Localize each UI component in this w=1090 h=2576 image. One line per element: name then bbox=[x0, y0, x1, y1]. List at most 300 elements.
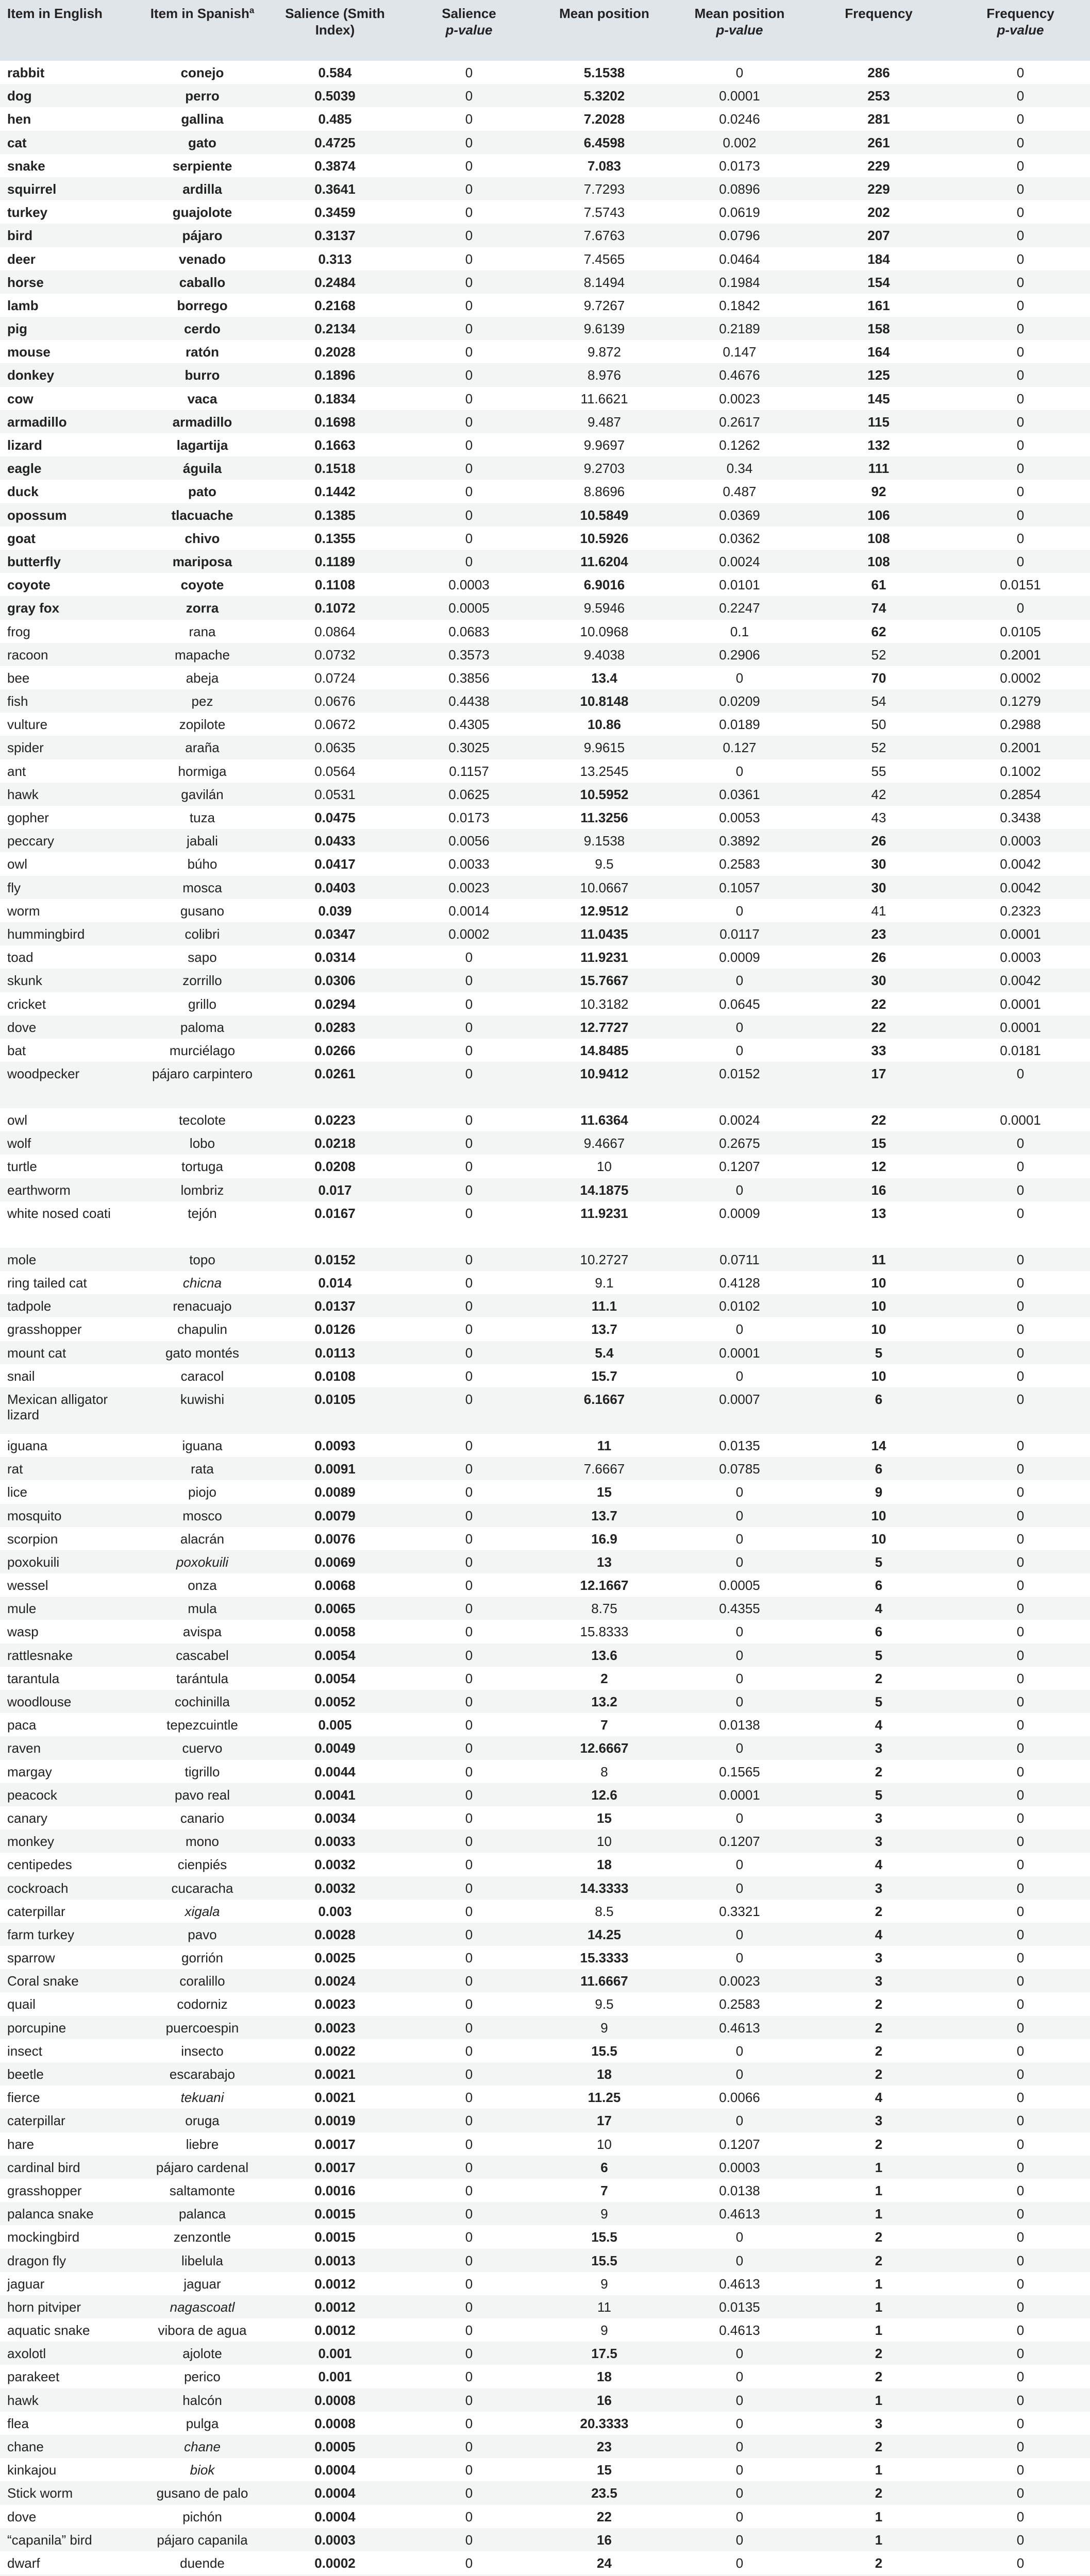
cell-frequency: 6 bbox=[875, 1461, 883, 1477]
cell-mean-position-pvalue: 0.0173 bbox=[719, 158, 760, 174]
cell-item-english: Mexican alligator lizard bbox=[7, 1391, 108, 1422]
cell-frequency: 10 bbox=[871, 1275, 886, 1291]
cell-salience-pvalue: 0.0625 bbox=[448, 786, 490, 802]
cell-salience-pvalue: 0 bbox=[465, 461, 473, 477]
table-row bbox=[0, 550, 1090, 573]
cell-item-english: armadillo bbox=[7, 414, 67, 430]
table-row bbox=[0, 1062, 1090, 1108]
cell-frequency: 14 bbox=[871, 1437, 886, 1453]
cell-frequency: 184 bbox=[867, 251, 890, 267]
cell-mean-position: 14.1875 bbox=[580, 1182, 629, 1198]
cell-salience-pvalue: 0 bbox=[465, 1857, 473, 1873]
cell-frequency-pvalue: 0 bbox=[1016, 2182, 1025, 2198]
cell-mean-position: 16.9 bbox=[591, 1531, 617, 1547]
cell-item-english: hawk bbox=[7, 2392, 39, 2408]
cell-item-english: horn pitviper bbox=[7, 2299, 81, 2315]
cell-item-spanish: mosca bbox=[182, 879, 222, 895]
cell-frequency: 108 bbox=[867, 553, 890, 569]
cell-salience-pvalue: 0 bbox=[465, 996, 473, 1012]
cell-frequency-pvalue: 0 bbox=[1016, 1926, 1025, 1942]
cell-salience: 0.0008 bbox=[314, 2392, 356, 2408]
cell-salience-pvalue: 0 bbox=[465, 2299, 473, 2315]
cell-salience-pvalue: 0 bbox=[465, 2415, 473, 2431]
cell-mean-position: 7.5743 bbox=[583, 205, 625, 221]
table-row bbox=[0, 1364, 1090, 1387]
cell-salience-pvalue: 0.4438 bbox=[448, 693, 490, 709]
cell-mean-position-pvalue: 0.0464 bbox=[719, 251, 760, 267]
cell-mean-position-pvalue: 0.0796 bbox=[719, 228, 760, 244]
cell-mean-position: 15.7667 bbox=[580, 973, 629, 989]
cell-salience-pvalue: 0 bbox=[465, 251, 473, 267]
cell-salience: 0.014 bbox=[318, 1275, 352, 1291]
cell-frequency-pvalue: 0.2001 bbox=[1000, 740, 1041, 756]
cell-item-spanish: caballo bbox=[179, 274, 226, 290]
cell-item-spanish: murciélago bbox=[169, 1042, 236, 1058]
cell-mean-position: 5.4 bbox=[595, 1345, 614, 1361]
cell-salience: 0.0003 bbox=[314, 2532, 356, 2548]
cell-frequency: 261 bbox=[867, 134, 890, 150]
cell-mean-position: 10.3182 bbox=[580, 996, 629, 1012]
cell-mean-position: 14.3333 bbox=[580, 1880, 629, 1896]
table-row bbox=[0, 1923, 1090, 1946]
cell-item-spanish: cochinilla bbox=[175, 1694, 230, 1709]
cell-salience: 0.0079 bbox=[314, 1507, 356, 1523]
cell-salience: 0.0015 bbox=[314, 2206, 356, 2222]
cell-mean-position: 11.6364 bbox=[580, 1112, 628, 1128]
cell-item-spanish: liebre bbox=[186, 2136, 219, 2152]
table-row bbox=[0, 154, 1090, 177]
cell-frequency: 30 bbox=[871, 856, 886, 872]
cell-item-english: ring tailed cat bbox=[7, 1275, 87, 1291]
cell-salience-pvalue: 0 bbox=[465, 2229, 473, 2245]
cell-frequency-pvalue: 0.1002 bbox=[1000, 763, 1041, 779]
cell-salience: 0.0022 bbox=[314, 2043, 356, 2059]
cell-mean-position-pvalue: 0.0369 bbox=[719, 507, 760, 523]
cell-mean-position-pvalue: 0.0785 bbox=[719, 1461, 760, 1477]
cell-item-english: donkey bbox=[7, 367, 55, 383]
cell-frequency: 5 bbox=[875, 1787, 883, 1803]
cell-item-spanish: tecolote bbox=[178, 1112, 226, 1128]
cell-item-spanish: pulga bbox=[186, 2415, 219, 2431]
cell-item-english: chane bbox=[7, 2439, 44, 2454]
cell-item-english: sparrow bbox=[7, 1950, 55, 1966]
cell-mean-position-pvalue: 0.0189 bbox=[719, 717, 760, 733]
cell-salience: 0.039 bbox=[318, 903, 352, 919]
cell-frequency-pvalue: 0 bbox=[1016, 1484, 1025, 1500]
cell-frequency: 6 bbox=[875, 1578, 883, 1594]
cell-mean-position-pvalue: 0.0003 bbox=[719, 2159, 760, 2175]
cell-mean-position: 10 bbox=[597, 2136, 612, 2152]
cell-mean-position-pvalue: 0 bbox=[735, 2229, 744, 2245]
cell-frequency: 1 bbox=[875, 2206, 883, 2222]
table-row bbox=[0, 456, 1090, 480]
cell-mean-position-pvalue: 0 bbox=[735, 2043, 744, 2059]
cell-frequency-pvalue: 0 bbox=[1016, 2485, 1025, 2501]
table-row bbox=[0, 1039, 1090, 1062]
cell-mean-position: 7.083 bbox=[587, 158, 622, 174]
cell-mean-position: 13.2545 bbox=[580, 763, 629, 779]
cell-mean-position-pvalue: 0 bbox=[735, 1740, 744, 1756]
cell-item-spanish: jaguar bbox=[183, 2276, 221, 2292]
cell-salience-pvalue: 0 bbox=[465, 1764, 473, 1780]
cell-mean-position: 18 bbox=[597, 2369, 612, 2385]
cell-item-spanish: tlacuache bbox=[171, 507, 233, 523]
cell-salience: 0.0065 bbox=[314, 1601, 356, 1617]
cell-mean-position-pvalue: 0.0053 bbox=[719, 810, 760, 825]
table-row bbox=[0, 2388, 1090, 2412]
cell-item-spanish: saltamonte bbox=[169, 2182, 236, 2198]
cell-mean-position: 20.3333 bbox=[580, 2415, 629, 2431]
table-row bbox=[0, 480, 1090, 503]
cell-frequency-pvalue: 0 bbox=[1016, 274, 1025, 290]
cell-frequency-pvalue: 0 bbox=[1016, 1531, 1025, 1547]
cell-mean-position: 9 bbox=[600, 2206, 608, 2222]
cell-item-english: dragon fly bbox=[7, 2252, 66, 2268]
cell-frequency: 1 bbox=[875, 2323, 883, 2338]
cell-item-english: margay bbox=[7, 1764, 52, 1780]
table-row bbox=[0, 2039, 1090, 2062]
cell-frequency-pvalue: 0 bbox=[1016, 1740, 1025, 1756]
cell-item-english: pig bbox=[7, 321, 27, 337]
cell-mean-position: 9.4038 bbox=[583, 647, 625, 663]
header-salience-pvalue: Salience p-value bbox=[402, 0, 536, 61]
cell-mean-position-pvalue: 0 bbox=[735, 763, 744, 779]
cell-frequency: 202 bbox=[867, 205, 890, 221]
cell-frequency: 52 bbox=[871, 740, 886, 756]
cell-mean-position: 9.4667 bbox=[583, 1136, 625, 1151]
cell-item-spanish: serpiente bbox=[172, 158, 232, 174]
cell-salience-pvalue: 0 bbox=[465, 1996, 473, 2012]
cell-item-spanish: lagartija bbox=[176, 437, 228, 453]
cell-mean-position: 7 bbox=[600, 2182, 608, 2198]
table-row bbox=[0, 527, 1090, 550]
cell-frequency-pvalue: 0 bbox=[1016, 1717, 1025, 1733]
table-row bbox=[0, 1015, 1090, 1039]
cell-salience: 0.0261 bbox=[314, 1066, 356, 1082]
cell-item-english: turtle bbox=[7, 1159, 37, 1175]
cell-mean-position-pvalue: 0 bbox=[735, 65, 744, 80]
cell-mean-position-pvalue: 0.0001 bbox=[719, 88, 760, 104]
cell-salience: 0.0013 bbox=[314, 2252, 356, 2268]
cell-frequency-pvalue: 0 bbox=[1016, 2136, 1025, 2152]
cell-salience: 0.0025 bbox=[314, 1950, 356, 1966]
cell-mean-position-pvalue: 0.0101 bbox=[719, 577, 760, 593]
cell-item-english: flea bbox=[7, 2415, 29, 2431]
cell-salience-pvalue: 0 bbox=[465, 2043, 473, 2059]
cell-item-english: snail bbox=[7, 1368, 35, 1384]
table-row bbox=[0, 1760, 1090, 1783]
cell-frequency: 50 bbox=[871, 717, 886, 733]
cell-item-spanish: tekuani bbox=[180, 2090, 224, 2106]
cell-salience-pvalue: 0.3025 bbox=[448, 740, 490, 756]
cell-salience-pvalue: 0 bbox=[465, 2276, 473, 2292]
cell-salience-pvalue: 0 bbox=[465, 2206, 473, 2222]
cell-mean-position: 15.3333 bbox=[580, 1950, 629, 1966]
cell-salience: 0.1663 bbox=[314, 437, 356, 453]
cell-salience: 0.0041 bbox=[314, 1787, 356, 1803]
cell-item-english: frog bbox=[7, 623, 30, 639]
cell-salience: 0.0089 bbox=[314, 1484, 356, 1500]
header-mean-position-pvalue: Mean position p-value bbox=[673, 0, 807, 61]
cell-item-english: raven bbox=[7, 1740, 41, 1756]
table-row bbox=[0, 1294, 1090, 1317]
cell-salience: 0.005 bbox=[318, 1717, 352, 1733]
cell-mean-position-pvalue: 0 bbox=[735, 1810, 744, 1826]
table-row bbox=[0, 294, 1090, 317]
cell-frequency-pvalue: 0 bbox=[1016, 1345, 1025, 1361]
cell-salience-pvalue: 0 bbox=[465, 2346, 473, 2362]
cell-salience: 0.1442 bbox=[314, 484, 356, 500]
cell-mean-position: 5.3202 bbox=[583, 88, 625, 104]
cell-mean-position: 13.2 bbox=[591, 1694, 617, 1709]
cell-item-spanish: iguana bbox=[182, 1437, 223, 1453]
cell-frequency-pvalue: 0 bbox=[1016, 344, 1025, 360]
cell-mean-position-pvalue: 0.1057 bbox=[719, 879, 760, 895]
cell-frequency-pvalue: 0 bbox=[1016, 1182, 1025, 1198]
table-row bbox=[0, 1620, 1090, 1643]
cell-salience-pvalue: 0 bbox=[465, 2113, 473, 2129]
cell-salience-pvalue: 0 bbox=[465, 1531, 473, 1547]
cell-frequency-pvalue: 0 bbox=[1016, 2509, 1025, 2524]
cell-salience: 0.3874 bbox=[314, 158, 356, 174]
table-row bbox=[0, 2528, 1090, 2551]
cell-salience-pvalue: 0 bbox=[465, 2323, 473, 2338]
table-row bbox=[0, 596, 1090, 619]
table-row bbox=[0, 1969, 1090, 1992]
cell-salience-pvalue: 0.0005 bbox=[448, 600, 490, 616]
cell-item-spanish: búho bbox=[187, 856, 217, 872]
cell-item-english: porcupine bbox=[7, 2020, 66, 2036]
cell-frequency: 253 bbox=[867, 88, 890, 104]
cell-frequency-pvalue: 0 bbox=[1016, 1391, 1025, 1407]
cell-item-spanish: renacuajo bbox=[173, 1298, 232, 1314]
cell-mean-position-pvalue: 0 bbox=[735, 1182, 744, 1198]
cell-salience-pvalue: 0 bbox=[465, 1694, 473, 1709]
cell-mean-position: 23.5 bbox=[591, 2485, 617, 2501]
cell-salience: 0.0223 bbox=[314, 1112, 356, 1128]
cell-salience: 0.0306 bbox=[314, 973, 356, 989]
cell-frequency: 12 bbox=[871, 1159, 886, 1175]
cell-salience-pvalue: 0 bbox=[465, 1159, 473, 1175]
cell-item-english: caterpillar bbox=[7, 2113, 65, 2129]
cell-salience-pvalue: 0 bbox=[465, 1321, 473, 1337]
cell-salience-pvalue: 0 bbox=[465, 1624, 473, 1640]
cell-frequency: 30 bbox=[871, 879, 886, 895]
cell-item-spanish: tepezcuintle bbox=[166, 1717, 238, 1733]
cell-item-spanish: mapache bbox=[175, 647, 230, 663]
cell-salience: 0.313 bbox=[318, 251, 352, 267]
cell-item-spanish: codorniz bbox=[177, 1996, 228, 2012]
cell-item-spanish: rana bbox=[189, 623, 216, 639]
cell-mean-position: 8.5 bbox=[595, 1903, 614, 1919]
cell-frequency-pvalue: 0.2323 bbox=[1000, 903, 1041, 919]
cell-item-spanish: chicna bbox=[182, 1275, 222, 1291]
cell-frequency: 3 bbox=[875, 1880, 883, 1896]
cell-salience: 0.1385 bbox=[314, 507, 356, 523]
cell-frequency: 2 bbox=[875, 2252, 883, 2268]
cell-item-english: grasshopper bbox=[7, 2182, 82, 2198]
cell-frequency-pvalue: 0 bbox=[1016, 1996, 1025, 2012]
cell-salience-pvalue: 0 bbox=[465, 1437, 473, 1453]
cell-item-english: dove bbox=[7, 2509, 37, 2524]
cell-item-english: “capanila” bird bbox=[7, 2532, 92, 2548]
cell-item-spanish: jabali bbox=[187, 833, 218, 849]
table-row bbox=[0, 689, 1090, 713]
cell-salience: 0.1189 bbox=[314, 553, 356, 569]
cell-salience-pvalue: 0 bbox=[465, 484, 473, 500]
cell-item-english: peacock bbox=[7, 1787, 57, 1803]
table-row bbox=[0, 2016, 1090, 2039]
cell-frequency-pvalue: 0 bbox=[1016, 553, 1025, 569]
cell-mean-position-pvalue: 0 bbox=[735, 2392, 744, 2408]
cell-frequency-pvalue: 0 bbox=[1016, 2532, 1025, 2548]
header-mean-position: Mean position bbox=[536, 0, 673, 61]
cell-mean-position-pvalue: 0.2675 bbox=[719, 1136, 760, 1151]
cell-salience-pvalue: 0 bbox=[465, 1066, 473, 1082]
cell-frequency: 10 bbox=[871, 1368, 886, 1384]
cell-mean-position: 15.8333 bbox=[580, 1624, 629, 1640]
cell-mean-position: 12.6 bbox=[591, 1787, 617, 1803]
cell-salience: 0.0021 bbox=[314, 2066, 356, 2082]
cell-mean-position: 15.5 bbox=[591, 2252, 617, 2268]
cell-salience-pvalue: 0.0033 bbox=[448, 856, 490, 872]
cell-frequency-pvalue: 0 bbox=[1016, 205, 1025, 221]
cell-mean-position-pvalue: 0.0005 bbox=[719, 1578, 760, 1594]
cell-mean-position-pvalue: 0.2617 bbox=[719, 414, 760, 430]
cell-salience-pvalue: 0 bbox=[465, 321, 473, 337]
cell-frequency-pvalue: 0.0151 bbox=[1000, 577, 1041, 593]
cell-frequency: 54 bbox=[871, 693, 886, 709]
cell-item-spanish: pájaro carpintero bbox=[152, 1066, 253, 1082]
cell-salience-pvalue: 0 bbox=[465, 2159, 473, 2175]
cell-item-spanish: pez bbox=[191, 693, 213, 709]
cell-salience-pvalue: 0 bbox=[465, 2252, 473, 2268]
cell-frequency-pvalue: 0 bbox=[1016, 1834, 1025, 1850]
cell-frequency: 2 bbox=[875, 1996, 883, 2012]
cell-item-spanish: gato montés bbox=[165, 1345, 240, 1361]
cell-salience: 0.0218 bbox=[314, 1136, 356, 1151]
cell-mean-position: 7.4565 bbox=[583, 251, 625, 267]
cell-frequency: 23 bbox=[871, 926, 886, 942]
cell-frequency: 2 bbox=[875, 2066, 883, 2082]
cell-item-english: goat bbox=[7, 530, 36, 546]
cell-frequency-pvalue: 0.2001 bbox=[1000, 647, 1041, 663]
cell-item-spanish: abeja bbox=[186, 670, 219, 686]
cell-mean-position-pvalue: 0.1842 bbox=[719, 297, 760, 313]
cell-salience-pvalue: 0 bbox=[465, 2439, 473, 2454]
cell-salience-pvalue: 0 bbox=[465, 2532, 473, 2548]
cell-mean-position: 18 bbox=[597, 1857, 612, 1873]
cell-mean-position-pvalue: 0.1207 bbox=[719, 1159, 760, 1175]
cell-item-english: parakeet bbox=[7, 2369, 60, 2385]
cell-frequency-pvalue: 0 bbox=[1016, 600, 1025, 616]
cell-item-spanish: gusano de palo bbox=[156, 2485, 248, 2501]
table-row bbox=[0, 433, 1090, 456]
cell-frequency-pvalue: 0 bbox=[1016, 2113, 1025, 2129]
cell-salience: 0.1108 bbox=[314, 577, 356, 593]
cell-frequency: 3 bbox=[875, 1950, 883, 1966]
cell-item-spanish: avispa bbox=[182, 1624, 222, 1640]
table-row bbox=[0, 2342, 1090, 2365]
cell-salience-pvalue: 0 bbox=[465, 1484, 473, 1500]
cell-item-english: iguana bbox=[7, 1437, 48, 1453]
cell-item-spanish: perro bbox=[185, 88, 220, 104]
cell-salience: 0.4725 bbox=[314, 134, 356, 150]
cell-frequency: 145 bbox=[867, 391, 890, 406]
cell-item-spanish: pavo real bbox=[175, 1787, 230, 1803]
cell-salience-pvalue: 0 bbox=[465, 2509, 473, 2524]
cell-frequency: 111 bbox=[868, 461, 890, 477]
cell-salience: 0.0864 bbox=[314, 623, 356, 639]
cell-frequency: 158 bbox=[867, 321, 890, 337]
cell-mean-position: 15.5 bbox=[591, 2043, 617, 2059]
cell-item-spanish: sapo bbox=[188, 950, 217, 965]
cell-mean-position: 10.9412 bbox=[580, 1066, 629, 1082]
cell-frequency-pvalue: 0 bbox=[1016, 1159, 1025, 1175]
cell-frequency: 22 bbox=[871, 1112, 886, 1128]
cell-mean-position-pvalue: 0.3321 bbox=[719, 1903, 760, 1919]
cell-salience-pvalue: 0 bbox=[465, 1601, 473, 1617]
cell-item-spanish: escarabajo bbox=[169, 2066, 236, 2082]
cell-mean-position-pvalue: 0 bbox=[735, 2346, 744, 2362]
cell-item-spanish: puercoespin bbox=[165, 2020, 239, 2036]
cell-item-spanish: araña bbox=[185, 740, 220, 756]
cell-frequency-pvalue: 0 bbox=[1016, 1973, 1025, 1989]
cell-mean-position: 9 bbox=[600, 2276, 608, 2292]
cell-salience-pvalue: 0 bbox=[465, 1042, 473, 1058]
table-row bbox=[0, 620, 1090, 643]
cell-item-spanish: nagascoatl bbox=[170, 2299, 235, 2315]
header-row bbox=[0, 0, 1090, 61]
cell-item-spanish: ajolote bbox=[182, 2346, 222, 2362]
cell-item-english: fish bbox=[7, 693, 28, 709]
cell-item-spanish: zenzontle bbox=[173, 2229, 231, 2245]
cell-frequency-pvalue: 0 bbox=[1016, 2276, 1025, 2292]
table-row bbox=[0, 387, 1090, 410]
cell-item-spanish: coyote bbox=[180, 577, 224, 593]
cell-salience: 0.0058 bbox=[314, 1624, 356, 1640]
cell-salience-pvalue: 0 bbox=[465, 1019, 473, 1035]
cell-mean-position-pvalue: 0 bbox=[735, 1019, 744, 1035]
header-item-english: Item in English bbox=[0, 0, 137, 61]
cell-item-english: wasp bbox=[7, 1624, 39, 1640]
cell-frequency: 5 bbox=[875, 1694, 883, 1709]
cell-item-english: butterfly bbox=[7, 553, 61, 569]
cell-item-english: cow bbox=[7, 391, 33, 406]
cell-frequency: 229 bbox=[867, 158, 890, 174]
cell-frequency: 4 bbox=[875, 2090, 883, 2106]
table-row bbox=[0, 783, 1090, 806]
cell-item-english: lizard bbox=[7, 437, 42, 453]
cell-mean-position-pvalue: 0.2583 bbox=[719, 856, 760, 872]
cell-salience: 0.0012 bbox=[314, 2299, 356, 2315]
cell-mean-position: 12.1667 bbox=[580, 1578, 629, 1594]
table-row bbox=[0, 922, 1090, 945]
cell-mean-position-pvalue: 0.2189 bbox=[719, 321, 760, 337]
cell-frequency-pvalue: 0.0042 bbox=[1000, 973, 1041, 989]
cell-item-spanish: guajolote bbox=[172, 205, 232, 221]
cell-item-spanish: ratón bbox=[186, 344, 219, 360]
cell-salience-pvalue: 0 bbox=[465, 1926, 473, 1942]
cell-mean-position-pvalue: 0.0135 bbox=[719, 2299, 760, 2315]
table-row bbox=[0, 1317, 1090, 1341]
cell-frequency-pvalue: 0 bbox=[1016, 414, 1025, 430]
cell-mean-position: 18 bbox=[597, 2066, 612, 2082]
cell-frequency: 1 bbox=[875, 2299, 883, 2315]
cell-mean-position-pvalue: 0.4355 bbox=[719, 1601, 760, 1617]
cell-salience: 0.0012 bbox=[314, 2276, 356, 2292]
cell-frequency: 16 bbox=[871, 1182, 886, 1198]
